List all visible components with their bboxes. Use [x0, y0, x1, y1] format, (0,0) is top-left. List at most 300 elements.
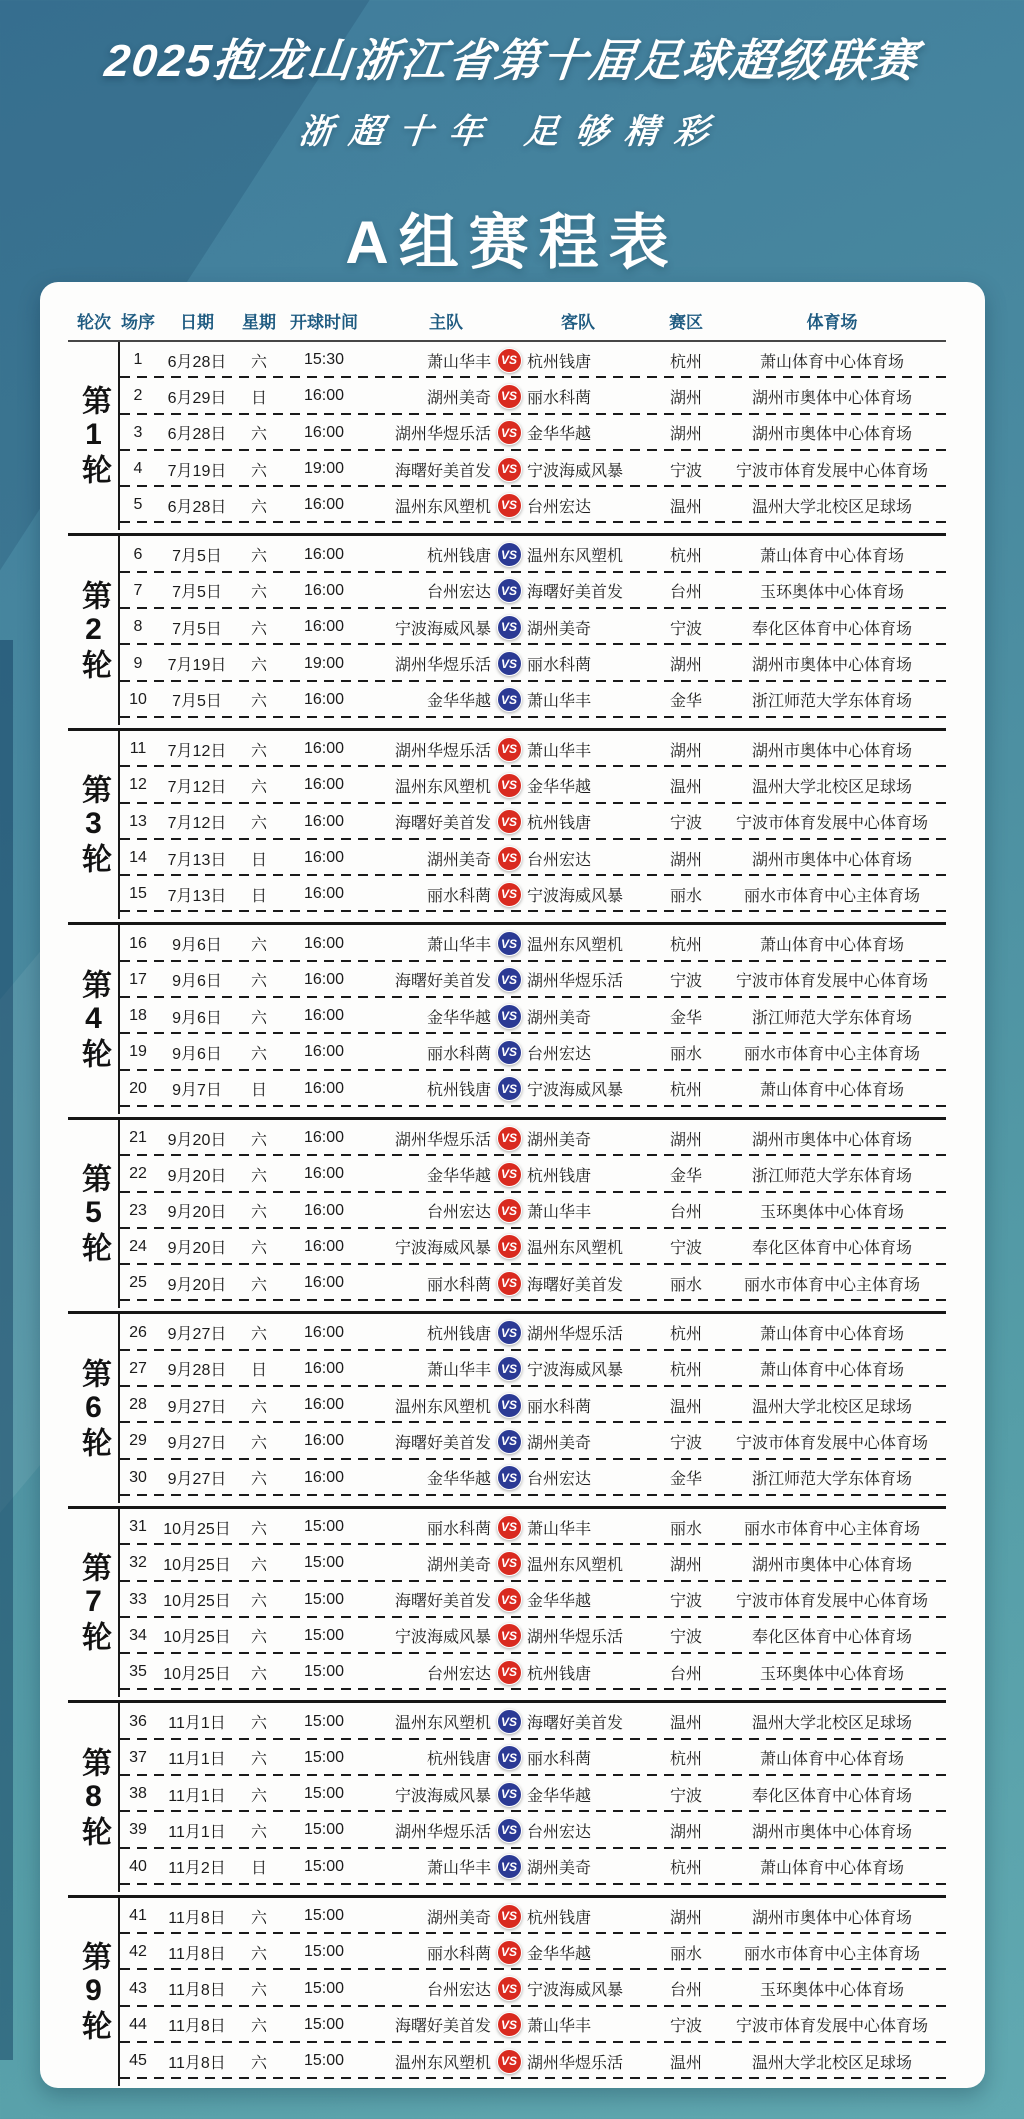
- region: 湖州: [669, 1131, 702, 1149]
- away-team: 海曙好美首发: [527, 1715, 624, 1733]
- kickoff-time: 15:00: [303, 1857, 345, 1875]
- match-weekday: 日: [250, 389, 267, 407]
- kickoff-time: 19:00: [303, 460, 345, 478]
- match-date: 9月6日: [172, 937, 222, 955]
- match-weekday: 六: [250, 498, 267, 516]
- region: 金华: [669, 693, 702, 711]
- kickoff-time: 15:00: [303, 1821, 345, 1839]
- match-weekday: 六: [250, 657, 267, 675]
- match-date: 11月8日: [168, 2018, 226, 2036]
- away-team: 温州东风塑机: [527, 548, 624, 566]
- match-row: [120, 1034, 946, 1070]
- round-rows: [118, 342, 946, 530]
- stadium: 浙江师范大学东体育场: [751, 1167, 912, 1185]
- home-team: 金华华越: [426, 1471, 491, 1489]
- match-number: 30: [129, 1468, 147, 1486]
- match-date: 6月28日: [167, 498, 227, 516]
- kickoff-time: 16:00: [303, 496, 345, 514]
- region: 杭州: [669, 1751, 702, 1769]
- kickoff-time: 16:00: [303, 1396, 345, 1414]
- match-row: [120, 1849, 946, 1885]
- away-team: 湖州美奇: [527, 1860, 592, 1878]
- match-row: [120, 1703, 946, 1739]
- column-header-away: 客队: [561, 312, 595, 332]
- region: 宁波: [669, 620, 702, 638]
- vs-badge: VS: [497, 1162, 522, 1187]
- stadium: 萧山体育中心体育场: [759, 353, 904, 371]
- home-team: 温州东风塑机: [394, 498, 491, 516]
- home-team: 台州宏达: [426, 1204, 491, 1222]
- match-row: [120, 1970, 946, 2006]
- match-weekday: 六: [250, 1751, 267, 1769]
- kickoff-time: 16:00: [303, 618, 345, 636]
- match-number: 21: [129, 1129, 147, 1147]
- poster-header: [0, 0, 1024, 281]
- vs-badge: VS: [497, 1356, 522, 1381]
- region: 杭州: [669, 548, 702, 566]
- away-team: 湖州美奇: [527, 1009, 592, 1027]
- kickoff-time: 16:00: [303, 934, 345, 952]
- match-number: 15: [129, 885, 147, 903]
- home-team: 海曙好美首发: [394, 973, 491, 991]
- match-row: [120, 573, 946, 609]
- match-weekday: 六: [250, 1326, 267, 1344]
- match-weekday: 六: [250, 815, 267, 833]
- match-number: 45: [129, 2052, 147, 2070]
- match-date: 9月20日: [167, 1276, 227, 1294]
- match-row: [120, 1156, 946, 1192]
- match-row: [120, 609, 946, 645]
- vs-badge: VS: [497, 1782, 522, 1807]
- match-row: [120, 1193, 946, 1229]
- home-team: 海曙好美首发: [394, 815, 491, 833]
- vs-badge: VS: [497, 1818, 522, 1843]
- vs-badge: VS: [497, 615, 522, 640]
- match-weekday: 六: [250, 778, 267, 796]
- match-date: 7月13日: [167, 851, 227, 869]
- match-date: 11月1日: [168, 1751, 226, 1769]
- stadium: 湖州市奥体中心体育场: [751, 389, 912, 407]
- home-team: 温州东风塑机: [394, 778, 491, 796]
- stadium: 湖州市奥体中心体育场: [751, 1556, 912, 1574]
- vs-badge: VS: [497, 1271, 522, 1296]
- stadium: 宁波市体育发展中心体育场: [735, 462, 928, 480]
- match-weekday: 六: [250, 1398, 267, 1416]
- region: 湖州: [669, 657, 702, 675]
- region: 金华: [669, 1009, 702, 1027]
- stadium: 萧山体育中心体育场: [759, 1860, 904, 1878]
- away-team: 台州宏达: [527, 1471, 592, 1489]
- match-weekday: 日: [250, 1082, 267, 1100]
- vs-badge: VS: [497, 1040, 522, 1065]
- match-number: 14: [129, 849, 147, 866]
- home-team: 温州东风塑机: [394, 1398, 491, 1416]
- match-number: 5: [133, 496, 143, 514]
- match-weekday: 六: [250, 1434, 267, 1452]
- match-weekday: 日: [250, 887, 267, 905]
- match-weekday: 六: [250, 2054, 267, 2072]
- round-rows: [118, 1509, 946, 1697]
- match-row: [120, 767, 946, 803]
- away-team: 温州东风塑机: [527, 1240, 624, 1258]
- away-team: 宁波海威风暴: [527, 1362, 624, 1380]
- round-block: [68, 340, 946, 530]
- round-block: [68, 728, 946, 919]
- match-row: [120, 2007, 946, 2043]
- round-label: 第6轮: [77, 1357, 110, 1460]
- round-label: 第7轮: [77, 1552, 110, 1655]
- home-team: 温州东风塑机: [394, 2054, 491, 2072]
- match-number: 18: [129, 1007, 147, 1025]
- region: 丽水: [669, 1045, 702, 1063]
- vs-badge: VS: [497, 384, 522, 409]
- match-number: 31: [129, 1518, 147, 1536]
- match-row: [120, 1120, 946, 1156]
- away-team: 萧山华丰: [527, 1204, 592, 1222]
- away-team: 台州宏达: [527, 1045, 592, 1063]
- home-team: 台州宏达: [426, 584, 491, 602]
- match-date: 9月20日: [167, 1131, 227, 1149]
- match-date: 9月27日: [167, 1326, 227, 1344]
- stadium: 浙江师范大学东体育场: [751, 693, 912, 711]
- kickoff-time: 16:00: [303, 776, 345, 794]
- round-block: [68, 1117, 946, 1308]
- match-weekday: 六: [250, 584, 267, 602]
- match-weekday: 六: [250, 937, 267, 955]
- match-row: [120, 645, 946, 681]
- round-label: 第1轮: [77, 385, 110, 488]
- round-label: 第8轮: [77, 1746, 110, 1849]
- home-team: 湖州美奇: [426, 1556, 491, 1574]
- kickoff-time: 16:00: [303, 581, 345, 599]
- away-team: 海曙好美首发: [527, 1276, 624, 1294]
- away-team: 湖州华煜乐活: [527, 1629, 624, 1647]
- home-team: 萧山华丰: [426, 937, 491, 955]
- away-team: 湖州美奇: [527, 620, 592, 638]
- home-team: 宁波海威风暴: [394, 1787, 491, 1805]
- match-number: 4: [133, 460, 143, 478]
- kickoff-time: 15:30: [303, 351, 345, 369]
- match-date: 9月27日: [167, 1434, 227, 1452]
- page-subtitle: 浙超十年 足够精彩: [296, 113, 727, 151]
- match-date: 7月5日: [172, 584, 222, 602]
- stadium: 玉环奥体中心体育场: [759, 584, 904, 602]
- kickoff-time: 15:00: [303, 1943, 345, 1961]
- match-number: 44: [129, 2015, 147, 2033]
- round-rows: [118, 536, 946, 724]
- match-row: [120, 451, 946, 487]
- match-number: 25: [129, 1274, 147, 1292]
- match-weekday: 六: [250, 462, 267, 480]
- region: 温州: [669, 778, 702, 796]
- kickoff-time: 15:00: [303, 2015, 345, 2033]
- match-date: 11月8日: [168, 1945, 226, 1963]
- round-block: [68, 1895, 946, 2086]
- round-label: 第2轮: [77, 579, 110, 682]
- away-team: 台州宏达: [527, 1823, 592, 1841]
- stadium: 湖州市奥体中心体育场: [751, 1823, 912, 1841]
- match-row: [120, 415, 946, 451]
- vs-badge: VS: [497, 1709, 522, 1734]
- match-number: 22: [129, 1165, 147, 1183]
- away-team: 湖州华煜乐活: [527, 1326, 624, 1344]
- match-number: 12: [129, 776, 147, 794]
- match-row: [120, 925, 946, 961]
- away-team: 萧山华丰: [527, 693, 592, 711]
- vs-badge: VS: [497, 1515, 522, 1540]
- match-number: 42: [129, 1943, 147, 1961]
- stadium: 湖州市奥体中心体育场: [751, 742, 912, 760]
- match-row: [120, 1618, 946, 1654]
- match-number: 19: [129, 1043, 147, 1061]
- stadium: 丽水市体育中心主体育场: [743, 1520, 920, 1538]
- home-team: 杭州钱唐: [426, 1082, 491, 1100]
- match-date: 7月13日: [167, 887, 227, 905]
- home-team: 湖州华煜乐活: [394, 742, 491, 760]
- region: 杭州: [669, 937, 702, 955]
- match-weekday: 六: [250, 1787, 267, 1805]
- away-team: 丽水科菵: [527, 1398, 592, 1416]
- stadium: 宁波市体育发展中心体育场: [735, 815, 928, 833]
- away-team: 杭州钱唐: [527, 1665, 592, 1683]
- match-number: 38: [129, 1785, 147, 1803]
- match-row: [120, 1265, 946, 1301]
- schedule-card: [40, 282, 985, 2088]
- vs-badge: VS: [497, 1076, 522, 1101]
- vs-badge: VS: [497, 1465, 522, 1490]
- round-block: [68, 1311, 946, 1502]
- away-team: 杭州钱唐: [527, 1167, 592, 1185]
- away-team: 宁波海威风暴: [527, 887, 624, 905]
- match-row: [120, 962, 946, 998]
- home-team: 宁波海威风暴: [394, 1629, 491, 1647]
- region: 温州: [669, 2054, 702, 2072]
- table-header-row: [68, 300, 985, 340]
- vs-badge: VS: [497, 1234, 522, 1259]
- match-row: [120, 1460, 946, 1496]
- kickoff-time: 16:00: [303, 1359, 345, 1377]
- kickoff-time: 16:00: [303, 1165, 345, 1183]
- vs-badge: VS: [497, 542, 522, 567]
- region: 湖州: [669, 1823, 702, 1841]
- match-row: [120, 1582, 946, 1618]
- kickoff-time: 16:00: [303, 690, 345, 708]
- away-team: 杭州钱唐: [527, 815, 592, 833]
- home-team: 台州宏达: [426, 1665, 491, 1683]
- match-weekday: 六: [250, 1009, 267, 1027]
- kickoff-time: 16:00: [303, 849, 345, 866]
- region: 杭州: [669, 1082, 702, 1100]
- column-header-date: 日期: [180, 312, 214, 332]
- kickoff-time: 16:00: [303, 812, 345, 830]
- home-team: 丽水科菵: [426, 887, 491, 905]
- match-weekday: 六: [250, 1665, 267, 1683]
- stadium: 奉化区体育中心体育场: [751, 620, 912, 638]
- match-weekday: 六: [250, 353, 267, 371]
- match-weekday: 六: [250, 1240, 267, 1258]
- away-team: 金华华越: [527, 426, 592, 444]
- home-team: 金华华越: [426, 1167, 491, 1185]
- home-team: 海曙好美首发: [394, 2018, 491, 2036]
- match-number: 32: [129, 1554, 147, 1572]
- match-row: [120, 1351, 946, 1387]
- round-rows: [118, 925, 946, 1113]
- stadium: 温州大学北校区足球场: [751, 2054, 912, 2072]
- match-row: [120, 731, 946, 767]
- round-rows: [118, 1314, 946, 1502]
- match-weekday: 六: [250, 693, 267, 711]
- away-team: 湖州华煜乐活: [527, 2054, 624, 2072]
- away-team: 海曙好美首发: [527, 584, 624, 602]
- match-weekday: 六: [250, 1471, 267, 1489]
- match-date: 11月8日: [168, 1982, 226, 2000]
- match-row: [120, 682, 946, 718]
- vs-badge: VS: [497, 1940, 522, 1965]
- column-header-home: 主队: [429, 312, 463, 332]
- match-number: 37: [129, 1748, 147, 1766]
- vs-badge: VS: [497, 1198, 522, 1223]
- region: 宁波: [669, 1787, 702, 1805]
- match-row: [120, 487, 946, 523]
- match-date: 10月25日: [163, 1593, 231, 1611]
- home-team: 湖州华煜乐活: [394, 1823, 491, 1841]
- away-team: 金华华越: [527, 1945, 592, 1963]
- match-weekday: 日: [250, 1860, 267, 1878]
- group-schedule-title: A组赛程表: [345, 209, 679, 276]
- away-team: 金华华越: [527, 1593, 592, 1611]
- match-number: 20: [129, 1079, 147, 1097]
- kickoff-time: 15:00: [303, 1663, 345, 1681]
- away-team: 宁波海威风暴: [527, 1082, 624, 1100]
- stadium: 湖州市奥体中心体育场: [751, 1909, 912, 1927]
- match-date: 6月28日: [167, 353, 227, 371]
- vs-badge: VS: [497, 1623, 522, 1648]
- away-team: 宁波海威风暴: [527, 462, 624, 480]
- home-team: 萧山华丰: [426, 1362, 491, 1380]
- kickoff-time: 16:00: [303, 387, 345, 405]
- match-number: 2: [133, 387, 143, 405]
- match-row: [120, 536, 946, 572]
- match-row: [120, 1229, 946, 1265]
- kickoff-time: 15:00: [303, 1785, 345, 1803]
- home-team: 海曙好美首发: [394, 1434, 491, 1452]
- match-number: 8: [133, 618, 143, 636]
- match-number: 13: [129, 812, 147, 830]
- away-team: 萧山华丰: [527, 1520, 592, 1538]
- stadium: 湖州市奥体中心体育场: [751, 426, 912, 444]
- stadium: 宁波市体育发展中心体育场: [735, 1434, 928, 1452]
- region: 台州: [669, 584, 702, 602]
- stadium: 温州大学北校区足球场: [751, 1715, 912, 1733]
- home-team: 湖州美奇: [426, 851, 491, 869]
- vs-badge: VS: [497, 1429, 522, 1454]
- stadium: 萧山体育中心体育场: [759, 1751, 904, 1769]
- vs-badge: VS: [497, 578, 522, 603]
- match-weekday: 六: [250, 1909, 267, 1927]
- region: 湖州: [669, 851, 702, 869]
- match-date: 6月28日: [167, 426, 227, 444]
- kickoff-time: 16:00: [303, 545, 345, 563]
- round-label: 第5轮: [77, 1163, 110, 1266]
- match-weekday: 六: [250, 1276, 267, 1294]
- region: 丽水: [669, 1276, 702, 1294]
- home-team: 丽水科菵: [426, 1520, 491, 1538]
- match-number: 17: [129, 970, 147, 988]
- match-number: 43: [129, 1979, 147, 1997]
- vs-badge: VS: [497, 1976, 522, 2001]
- round-rows: [118, 1120, 946, 1308]
- home-team: 海曙好美首发: [394, 462, 491, 480]
- stadium: 温州大学北校区足球场: [751, 778, 912, 796]
- region: 宁波: [669, 2018, 702, 2036]
- vs-badge: VS: [497, 2049, 522, 2074]
- home-team: 萧山华丰: [426, 1860, 491, 1878]
- match-weekday: 六: [250, 1045, 267, 1063]
- stadium: 丽水市体育中心主体育场: [743, 887, 920, 905]
- stadium: 萧山体育中心体育场: [759, 1362, 904, 1380]
- match-row: [120, 1898, 946, 1934]
- match-weekday: 六: [250, 1629, 267, 1647]
- match-number: 10: [129, 690, 147, 708]
- kickoff-time: 19:00: [303, 654, 345, 672]
- match-row: [120, 840, 946, 876]
- kickoff-time: 15:00: [303, 1979, 345, 1997]
- stadium: 玉环奥体中心体育场: [759, 1982, 904, 2000]
- region: 湖州: [669, 426, 702, 444]
- away-team: 湖州美奇: [527, 1131, 592, 1149]
- vs-badge: VS: [497, 773, 522, 798]
- match-date: 9月20日: [167, 1240, 227, 1258]
- home-team: 杭州钱唐: [426, 1326, 491, 1344]
- home-team: 杭州钱唐: [426, 1751, 491, 1769]
- match-row: [120, 876, 946, 912]
- match-number: 28: [129, 1396, 147, 1414]
- match-number: 16: [129, 934, 147, 952]
- stadium: 奉化区体育中心体育场: [751, 1629, 912, 1647]
- match-row: [120, 804, 946, 840]
- away-team: 丽水科菵: [527, 657, 592, 675]
- region: 杭州: [669, 1860, 702, 1878]
- match-date: 11月2日: [168, 1860, 226, 1878]
- home-team: 丽水科菵: [426, 1276, 491, 1294]
- home-team: 海曙好美首发: [394, 1593, 491, 1611]
- match-date: 11月8日: [168, 1909, 226, 1927]
- match-date: 9月28日: [167, 1362, 227, 1380]
- match-row: [120, 1545, 946, 1581]
- match-row: [120, 1509, 946, 1545]
- match-row: [120, 1071, 946, 1107]
- round-label: 第3轮: [77, 774, 110, 877]
- away-team: 萧山华丰: [527, 2018, 592, 2036]
- kickoff-time: 15:00: [303, 1712, 345, 1730]
- region: 杭州: [669, 353, 702, 371]
- round-block: [68, 922, 946, 1113]
- stadium: 奉化区体育中心体育场: [751, 1787, 912, 1805]
- vs-badge: VS: [497, 1551, 522, 1576]
- match-weekday: 六: [250, 2018, 267, 2036]
- match-date: 7月5日: [172, 620, 222, 638]
- match-date: 10月25日: [163, 1556, 231, 1574]
- round-rows: [118, 1898, 946, 2086]
- home-team: 湖州华煜乐活: [394, 657, 491, 675]
- region: 丽水: [669, 887, 702, 905]
- away-team: 金华华越: [527, 1787, 592, 1805]
- stadium: 浙江师范大学东体育场: [751, 1009, 912, 1027]
- vs-badge: VS: [497, 1854, 522, 1879]
- match-number: 41: [129, 1907, 147, 1925]
- away-team: 宁波海威风暴: [527, 1982, 624, 2000]
- vs-badge: VS: [497, 457, 522, 482]
